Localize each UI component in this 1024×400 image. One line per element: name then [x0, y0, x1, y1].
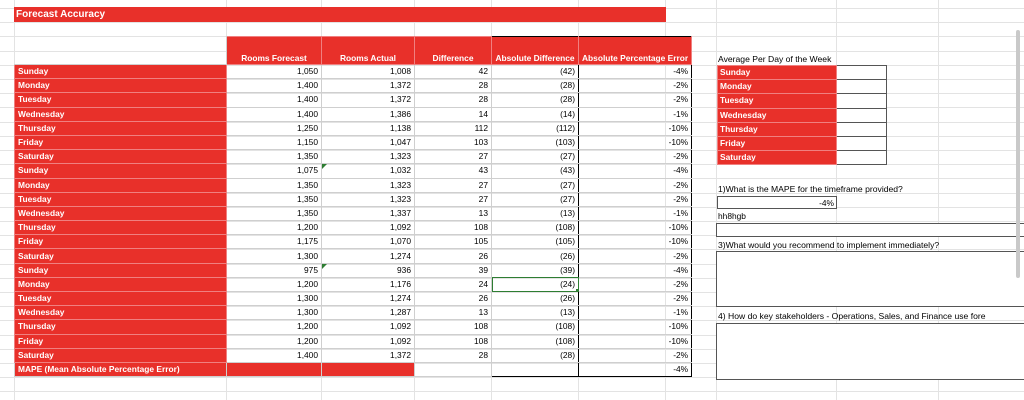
- cell-diff[interactable]: 26: [415, 292, 492, 306]
- table-row: [15, 178, 692, 192]
- table-row: [15, 135, 692, 149]
- cell-ape[interactable]: -2%: [579, 178, 692, 192]
- cell-ape[interactable]: -10%: [579, 334, 692, 348]
- avg-row: [718, 122, 887, 136]
- cell-diff[interactable]: 28: [415, 79, 492, 93]
- vertical-scrollbar[interactable]: [1016, 30, 1020, 278]
- cell-ape[interactable]: -4%: [579, 164, 692, 178]
- cell-diff[interactable]: 108: [415, 320, 492, 334]
- sheet-title: Forecast Accuracy: [14, 7, 666, 22]
- cell-actual[interactable]: 1,372: [322, 79, 415, 93]
- question-1: 1)What is the MAPE for the timeframe provided?: [718, 184, 903, 194]
- cell-day[interactable]: Monday: [15, 79, 227, 93]
- cell-forecast[interactable]: 1,050: [227, 65, 322, 79]
- table-row: [15, 306, 692, 320]
- cell-ape[interactable]: -2%: [579, 348, 692, 362]
- cell-forecast[interactable]: 1,200: [227, 221, 322, 235]
- cell-ape[interactable]: -1%: [579, 306, 692, 320]
- cell-absdiff[interactable]: (27): [492, 150, 579, 164]
- mape-actual-cell[interactable]: [322, 362, 415, 376]
- cell-actual[interactable]: 1,372: [322, 93, 415, 107]
- avg-value-cell[interactable]: [837, 108, 887, 122]
- mape-label: MAPE (Mean Absolute Percentage Error): [15, 362, 227, 376]
- table-row: [15, 320, 692, 334]
- cell-forecast[interactable]: 1,175: [227, 235, 322, 249]
- cell-absdiff[interactable]: (27): [492, 178, 579, 192]
- header-rooms-forecast[interactable]: Rooms Forecast: [227, 37, 322, 65]
- avg-row: [718, 66, 887, 80]
- cell-ape[interactable]: -10%: [579, 235, 692, 249]
- cell-ape[interactable]: -2%: [579, 93, 692, 107]
- cell-forecast[interactable]: 1,300: [227, 292, 322, 306]
- cell-ape[interactable]: -2%: [579, 150, 692, 164]
- cell-day[interactable]: Sunday: [15, 65, 227, 79]
- cell-diff[interactable]: 27: [415, 150, 492, 164]
- cell-diff[interactable]: 108: [415, 334, 492, 348]
- cell-ape[interactable]: -2%: [579, 79, 692, 93]
- cell-ape[interactable]: -2%: [579, 277, 692, 291]
- cell-absdiff[interactable]: (28): [492, 79, 579, 93]
- cell-diff[interactable]: 27: [415, 192, 492, 206]
- cell-forecast[interactable]: 1,350: [227, 192, 322, 206]
- avg-day-label[interactable]: Sunday: [718, 66, 837, 80]
- cell-ape[interactable]: -2%: [579, 192, 692, 206]
- cell-diff[interactable]: 13: [415, 206, 492, 220]
- cell-forecast[interactable]: 1,075: [227, 164, 322, 178]
- cell-actual[interactable]: 1,323: [322, 192, 415, 206]
- avg-row: [718, 151, 887, 165]
- table-row: [15, 235, 692, 249]
- avg-value-cell[interactable]: [837, 94, 887, 108]
- cell-ape[interactable]: -10%: [579, 121, 692, 135]
- cell-absdiff[interactable]: (28): [492, 93, 579, 107]
- cell-day[interactable]: Tuesday: [15, 192, 227, 206]
- cell-ape[interactable]: -2%: [579, 292, 692, 306]
- cell-day[interactable]: Thursday: [15, 221, 227, 235]
- cell-diff[interactable]: 105: [415, 235, 492, 249]
- cell-diff[interactable]: 24: [415, 277, 492, 291]
- cell-day[interactable]: Sunday: [15, 164, 227, 178]
- cell-day[interactable]: Tuesday: [15, 292, 227, 306]
- cell-absdiff[interactable]: (39): [492, 263, 579, 277]
- cell-actual[interactable]: 1,274: [322, 292, 415, 306]
- cell-absdiff[interactable]: (108): [492, 221, 579, 235]
- cell-forecast[interactable]: 1,300: [227, 306, 322, 320]
- cell-diff[interactable]: 43: [415, 164, 492, 178]
- table-row: [15, 107, 692, 121]
- mape-diff-cell[interactable]: [415, 362, 492, 376]
- table-row: [15, 65, 692, 79]
- cell-actual[interactable]: 1,092: [322, 221, 415, 235]
- cell-actual[interactable]: 1,092: [322, 334, 415, 348]
- cell-forecast[interactable]: 1,200: [227, 334, 322, 348]
- header-rooms-actual[interactable]: Rooms Actual: [322, 37, 415, 65]
- cell-forecast[interactable]: 1,200: [227, 277, 322, 291]
- cell-actual[interactable]: 1,176: [322, 277, 415, 291]
- cell-actual[interactable]: 1,323: [322, 150, 415, 164]
- cell-forecast[interactable]: 1,250: [227, 121, 322, 135]
- cell-absdiff[interactable]: (13): [492, 306, 579, 320]
- table-row: [15, 206, 692, 220]
- table-row: [15, 292, 692, 306]
- cell-actual[interactable]: 1,287: [322, 306, 415, 320]
- cell-day[interactable]: Monday: [15, 178, 227, 192]
- cell-absdiff[interactable]: (103): [492, 135, 579, 149]
- cell-forecast[interactable]: 1,150: [227, 135, 322, 149]
- cell-actual[interactable]: 1,070: [322, 235, 415, 249]
- cell-day[interactable]: Wednesday: [15, 107, 227, 121]
- avg-row: [718, 94, 887, 108]
- cell-absdiff[interactable]: (26): [492, 249, 579, 263]
- cell-day[interactable]: Thursday: [15, 320, 227, 334]
- header-absolute-difference[interactable]: Absolute Difference: [492, 37, 579, 65]
- table-row: [15, 348, 692, 362]
- gridline-row: [0, 391, 1024, 392]
- cell-day[interactable]: Friday: [15, 135, 227, 149]
- cell-forecast[interactable]: 975: [227, 263, 322, 277]
- avg-value-cell[interactable]: [837, 122, 887, 136]
- answer-box-4[interactable]: [716, 323, 1024, 380]
- cell-absdiff[interactable]: (108): [492, 320, 579, 334]
- cell-absdiff[interactable]: (13): [492, 206, 579, 220]
- cell-actual[interactable]: 1,047: [322, 135, 415, 149]
- cell-day[interactable]: Thursday: [15, 121, 227, 135]
- cell-diff[interactable]: 108: [415, 221, 492, 235]
- header-blank-cell[interactable]: [15, 37, 227, 65]
- cell-actual[interactable]: 1,323: [322, 178, 415, 192]
- avg-value-cell[interactable]: [837, 66, 887, 80]
- cell-absdiff[interactable]: (108): [492, 334, 579, 348]
- cell-ape[interactable]: -4%: [579, 65, 692, 79]
- cell-absdiff[interactable]: (27): [492, 192, 579, 206]
- cell-diff[interactable]: 14: [415, 107, 492, 121]
- table-row: [15, 249, 692, 263]
- cell-absdiff[interactable]: (26): [492, 292, 579, 306]
- answer-box-3[interactable]: [716, 251, 1024, 307]
- header-difference[interactable]: Difference: [415, 37, 492, 65]
- cell-day[interactable]: Friday: [15, 334, 227, 348]
- table-row: [15, 150, 692, 164]
- cell-diff[interactable]: 28: [415, 348, 492, 362]
- cell-actual[interactable]: 1,032: [322, 164, 415, 178]
- cell-forecast[interactable]: 1,300: [227, 249, 322, 263]
- cell-forecast[interactable]: 1,400: [227, 348, 322, 362]
- cell-diff[interactable]: 42: [415, 65, 492, 79]
- q1-answer-cell[interactable]: -4%: [717, 196, 837, 209]
- cell-diff[interactable]: 13: [415, 306, 492, 320]
- cell-day[interactable]: Friday: [15, 235, 227, 249]
- avg-day-label[interactable]: Monday: [718, 80, 837, 94]
- cell-ape[interactable]: -4%: [579, 263, 692, 277]
- avg-row: [718, 136, 887, 150]
- avg-per-day-title: Average Per Day of the Week: [718, 54, 832, 64]
- cell-day[interactable]: Tuesday: [15, 93, 227, 107]
- cell-day[interactable]: Saturday: [15, 348, 227, 362]
- cell-diff[interactable]: 103: [415, 135, 492, 149]
- cell-forecast[interactable]: 1,350: [227, 206, 322, 220]
- cell-actual[interactable]: 1,372: [322, 348, 415, 362]
- table-row: [15, 192, 692, 206]
- cell-actual[interactable]: 1,138: [322, 121, 415, 135]
- avg-day-label[interactable]: Wednesday: [718, 108, 837, 122]
- answer-box-1[interactable]: [716, 223, 1024, 237]
- cell-diff[interactable]: 26: [415, 249, 492, 263]
- avg-day-label[interactable]: Saturday: [718, 151, 837, 165]
- cell-actual[interactable]: 1,337: [322, 206, 415, 220]
- avg-day-label[interactable]: Friday: [718, 136, 837, 150]
- mape-absdiff-cell[interactable]: [492, 362, 579, 376]
- cell-diff[interactable]: 28: [415, 93, 492, 107]
- cell-absdiff[interactable]: (24): [492, 277, 579, 291]
- table-row: [15, 121, 692, 135]
- cell-actual[interactable]: 1,386: [322, 107, 415, 121]
- table-row: [15, 334, 692, 348]
- cell-absdiff[interactable]: (14): [492, 107, 579, 121]
- cell-actual[interactable]: 1,008: [322, 65, 415, 79]
- cell-ape[interactable]: -1%: [579, 107, 692, 121]
- avg-day-label[interactable]: Tuesday: [718, 94, 837, 108]
- cell-day[interactable]: Saturday: [15, 249, 227, 263]
- cell-forecast[interactable]: 1,200: [227, 320, 322, 334]
- cell-ape[interactable]: -10%: [579, 320, 692, 334]
- avg-value-cell[interactable]: [837, 80, 887, 94]
- cell-forecast[interactable]: 1,350: [227, 150, 322, 164]
- typed-text-cell[interactable]: hh8hgb: [718, 211, 746, 221]
- table-row: [15, 263, 692, 277]
- cell-actual[interactable]: 1,274: [322, 249, 415, 263]
- avg-day-label[interactable]: Thursday: [718, 122, 837, 136]
- mape-forecast-cell[interactable]: [227, 362, 322, 376]
- table-row: [15, 164, 692, 178]
- cell-absdiff[interactable]: (112): [492, 121, 579, 135]
- table-header-row: [15, 37, 692, 65]
- avg-value-cell[interactable]: [837, 151, 887, 165]
- cell-absdiff[interactable]: (43): [492, 164, 579, 178]
- cell-ape[interactable]: -1%: [579, 206, 692, 220]
- cell-ape[interactable]: -2%: [579, 249, 692, 263]
- cell-diff[interactable]: 39: [415, 263, 492, 277]
- cell-ape[interactable]: -10%: [579, 221, 692, 235]
- cell-diff[interactable]: 112: [415, 121, 492, 135]
- cell-day[interactable]: Wednesday: [15, 306, 227, 320]
- table-row: [15, 221, 692, 235]
- cell-forecast[interactable]: 1,350: [227, 178, 322, 192]
- cell-forecast[interactable]: 1,400: [227, 79, 322, 93]
- forecast-table: [14, 36, 692, 377]
- cell-day[interactable]: Wednesday: [15, 206, 227, 220]
- mape-row: [15, 362, 692, 376]
- mape-value[interactable]: -4%: [579, 362, 692, 376]
- cell-actual[interactable]: 936: [322, 263, 415, 277]
- table-row: [15, 277, 692, 291]
- cell-actual[interactable]: 1,092: [322, 320, 415, 334]
- cell-ape[interactable]: -10%: [579, 135, 692, 149]
- avg-row: [718, 80, 887, 94]
- cell-absdiff[interactable]: (28): [492, 348, 579, 362]
- cell-day[interactable]: Monday: [15, 277, 227, 291]
- cell-day[interactable]: Saturday: [15, 150, 227, 164]
- cell-diff[interactable]: 27: [415, 178, 492, 192]
- avg-row: [718, 108, 887, 122]
- cell-forecast[interactable]: 1,400: [227, 107, 322, 121]
- question-3: 3)What would you recommend to implement immediately?: [718, 240, 940, 250]
- table-row: [15, 93, 692, 107]
- gridline-row: [0, 22, 1024, 23]
- question-4: 4) How do key stakeholders - Operations, Sales, and Finance use fore: [718, 311, 986, 321]
- cell-day[interactable]: Sunday: [15, 263, 227, 277]
- cell-forecast[interactable]: 1,400: [227, 93, 322, 107]
- avg-value-cell[interactable]: [837, 136, 887, 150]
- avg-per-day-table: [717, 65, 887, 165]
- table-row: [15, 79, 692, 93]
- cell-absdiff[interactable]: (42): [492, 65, 579, 79]
- cell-absdiff[interactable]: (105): [492, 235, 579, 249]
- header-absolute-percentage-error[interactable]: Absolute Percentage Error: [579, 37, 692, 65]
